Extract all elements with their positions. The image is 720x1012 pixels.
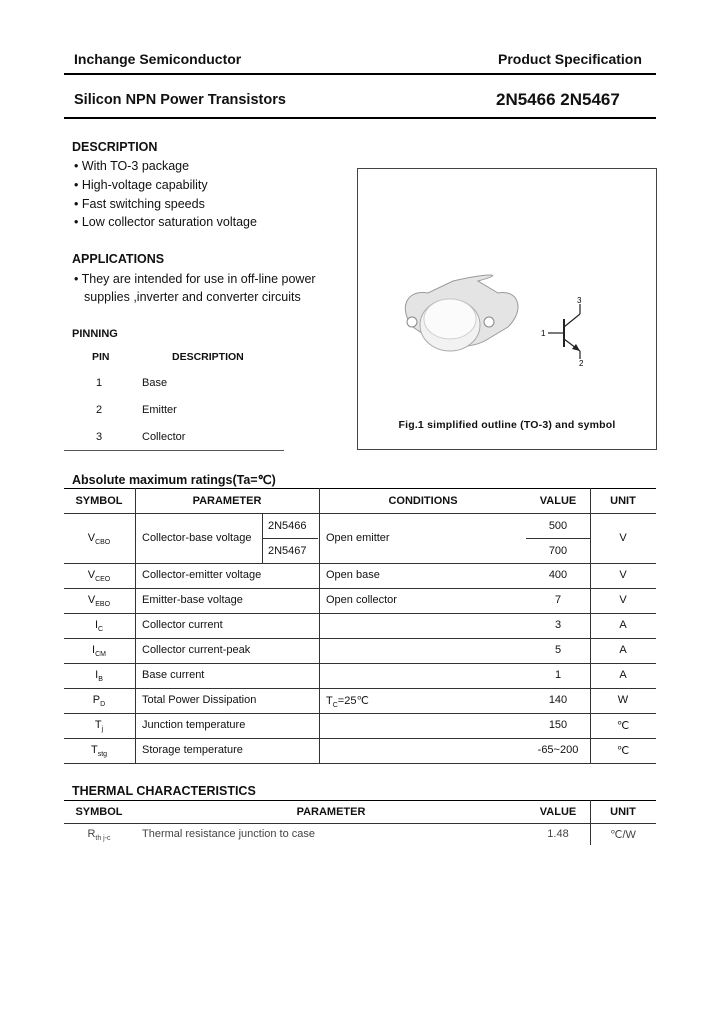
rating-value: 140 <box>548 694 568 706</box>
pin-desc-col-header: DESCRIPTION <box>172 351 244 363</box>
rating-value: 7 <box>554 594 562 606</box>
description-item: • With TO-3 package <box>74 159 190 173</box>
rating-value: 150 <box>548 719 568 731</box>
row-rule <box>64 613 656 614</box>
thermal-col-value: VALUE <box>539 806 577 818</box>
rating-unit: A <box>619 644 627 656</box>
rating-cond: Open base <box>326 569 380 581</box>
rating-param: Total Power Dissipation <box>142 694 257 706</box>
can-top <box>424 299 476 339</box>
emitter-arrow <box>572 344 580 351</box>
rating-symbol: $I_{CM}$ <box>92 644 106 659</box>
rating-symbol: $V_{EBO}$ <box>87 594 111 609</box>
col-unit: UNIT <box>610 495 636 507</box>
company-name: Inchange Semiconductor <box>74 51 242 67</box>
thermal-divider <box>590 800 591 845</box>
pin-desc: Emitter <box>142 404 177 416</box>
rating-value: -65~200 <box>537 744 579 756</box>
rating-unit: V <box>619 594 627 606</box>
applications-line: • They are intended for use in off-line power <box>74 272 316 286</box>
rating-symbol: $I_B$ <box>95 669 103 684</box>
rating-symbol: $T_j$ <box>94 719 104 734</box>
row-rule <box>64 563 656 564</box>
param-vcbo: Collector-base voltage <box>142 532 252 544</box>
rating-cond: $T_C=25℃$ <box>326 695 369 710</box>
value-split-rule <box>526 538 590 539</box>
rating-symbol: $V_{CEO}$ <box>87 569 111 584</box>
col-parameter: PARAMETER <box>192 495 262 507</box>
figure-caption: Fig.1 simplified outline (TO-3) and symbol <box>398 419 616 431</box>
ratings-title: Absolute maximum ratings(Ta=℃) <box>72 473 276 487</box>
pin-label-1: 1 <box>541 329 546 338</box>
rating-value: 1 <box>554 669 562 681</box>
pin-desc: Base <box>142 377 168 389</box>
rating-unit: ℃ <box>616 720 630 732</box>
figure-box <box>357 168 657 450</box>
rating-param: Junction temperature <box>142 719 246 731</box>
rating-param: Emitter-base voltage <box>142 594 243 606</box>
symbol-vcbo: $V_{CBO}$ <box>87 532 111 547</box>
description-title: DESCRIPTION <box>72 140 158 154</box>
row-rule <box>64 638 656 639</box>
rating-unit: A <box>619 669 627 681</box>
thermal-top-rule <box>64 800 656 801</box>
mount-hole-left <box>407 317 417 327</box>
part-divider <box>262 513 263 563</box>
description-item: • High-voltage capability <box>74 178 208 192</box>
header-rule-top <box>64 73 656 75</box>
rating-unit: A <box>619 619 627 631</box>
thermal-title: THERMAL CHARACTERISTICS <box>72 784 256 798</box>
value-vcbo-a: 500 <box>548 520 568 532</box>
pin-number: 3 <box>96 431 103 443</box>
pin-label-2: 2 <box>579 359 584 368</box>
pin-col-header: PIN <box>92 351 110 363</box>
thermal-col-parameter: PARAMETER <box>296 806 366 818</box>
description-item: • Fast switching speeds <box>74 197 205 211</box>
thermal-header-rule <box>64 823 656 824</box>
row-rule <box>64 763 656 764</box>
col-divider <box>590 488 591 763</box>
value-vcbo-b: 700 <box>548 545 568 557</box>
row-rule <box>64 713 656 714</box>
row-rule <box>64 688 656 689</box>
col-divider <box>135 488 136 763</box>
row-rule <box>64 513 656 514</box>
col-value: VALUE <box>539 495 577 507</box>
applications-title: APPLICATIONS <box>72 252 165 266</box>
rating-unit: W <box>617 694 629 706</box>
pin-number: 2 <box>96 404 103 416</box>
row-rule <box>64 663 656 664</box>
mount-hole-right <box>484 317 494 327</box>
row-rule <box>64 588 656 589</box>
rating-symbol: $I_C$ <box>94 619 104 634</box>
thermal-symbol: $R_{th j-c}$ <box>87 828 111 843</box>
pin-number: 1 <box>96 377 103 389</box>
rating-param: Collector-emitter voltage <box>142 569 262 581</box>
unit-vcbo: V <box>619 532 627 544</box>
description-item: • Low collector saturation voltage <box>74 215 257 229</box>
rating-param: Storage temperature <box>142 744 243 756</box>
rating-param: Base current <box>142 669 205 681</box>
cond-vcbo: Open emitter <box>326 532 390 544</box>
header-rule-bottom <box>64 117 656 119</box>
thermal-col-symbol: SYMBOL <box>75 806 123 818</box>
doc-type: Product Specification <box>498 51 642 67</box>
rating-param: Collector current <box>142 619 223 631</box>
part-split-rule <box>262 538 318 539</box>
rating-value: 400 <box>548 569 568 581</box>
pinning-rule <box>64 450 284 451</box>
row-rule <box>64 738 656 739</box>
rating-unit: ℃ <box>616 745 630 757</box>
thermal-col-unit: UNIT <box>610 806 636 818</box>
col-symbol: SYMBOL <box>75 495 123 507</box>
rating-cond: Open collector <box>326 594 397 606</box>
npn-symbol <box>548 304 580 359</box>
part-a: 2N5466 <box>268 520 307 532</box>
rating-unit: V <box>619 569 627 581</box>
thermal-unit: ℃/W <box>610 829 636 841</box>
rating-symbol: $P_D$ <box>92 694 106 709</box>
product-line: Silicon NPN Power Transistors <box>74 92 286 108</box>
rating-value: 3 <box>554 619 562 631</box>
rating-value: 5 <box>554 644 562 656</box>
col-conditions: CONDITIONS <box>388 495 458 507</box>
applications-line: supplies ,inverter and converter circuits <box>84 290 301 304</box>
part-numbers: 2N5466 2N5467 <box>496 90 620 109</box>
thermal-param: Thermal resistance junction to case <box>142 828 316 840</box>
pin-desc: Collector <box>142 431 186 443</box>
ratings-top-rule <box>64 488 656 489</box>
pinning-title: PINNING <box>72 328 118 340</box>
pin-label-3: 3 <box>577 296 582 305</box>
thermal-value: 1.48 <box>547 828 569 840</box>
col-divider <box>319 488 320 763</box>
part-b: 2N5467 <box>268 545 307 557</box>
to3-package-drawing <box>358 169 656 449</box>
rating-symbol: $T_{stg}$ <box>90 744 108 759</box>
rating-param: Collector current-peak <box>142 644 251 656</box>
